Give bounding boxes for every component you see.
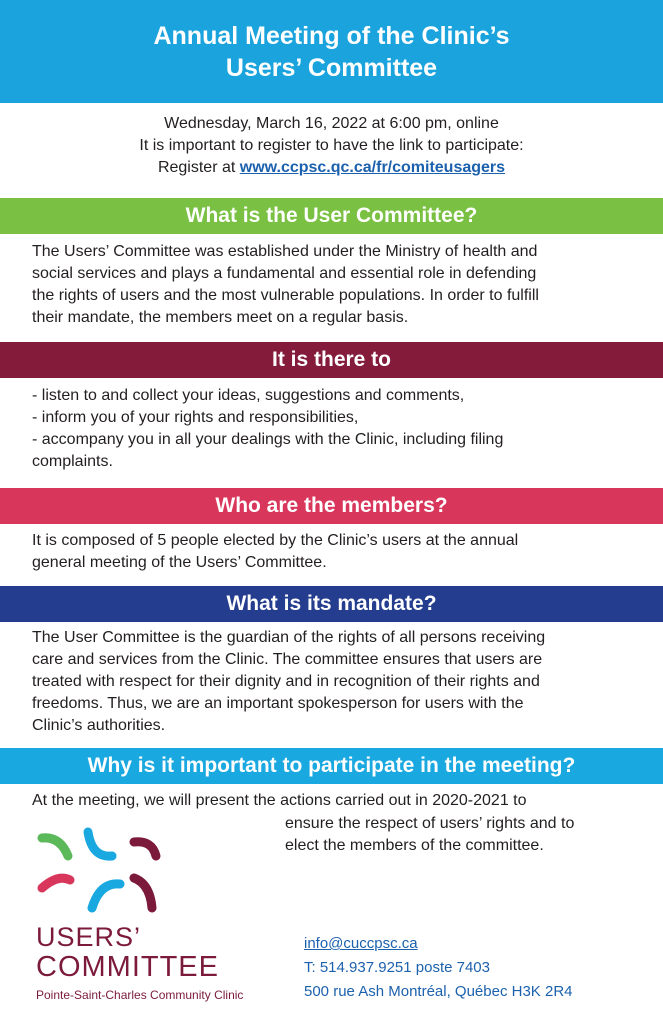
users-committee-logo — [30, 826, 170, 926]
what-is-text — [32, 241, 642, 329]
logo-arc-red-bottom — [42, 878, 70, 888]
text-line: treated with respect for their dignity and in recognition of their rights and — [32, 673, 540, 690]
members-text — [32, 530, 642, 574]
mandate-text — [32, 627, 642, 737]
text-line: freedoms. Thus, we are an important spokesperson for users with the — [32, 695, 524, 712]
text-line: ensure the respect of users’ rights and to — [285, 815, 575, 832]
list-item: - listen to and collect your ideas, suggestions and comments, — [32, 387, 465, 404]
logo-arc-blue-bottom — [92, 884, 120, 908]
contact-address: 500 rue Ash Montréal, Québec H3K 2R4 — [304, 983, 573, 1000]
why-text-line-1 — [32, 790, 642, 812]
text-line: general meeting of the Users’ Committee. — [32, 554, 327, 571]
heading-members: Who are the members? — [0, 488, 663, 524]
brand-line-1: USERS’ — [36, 922, 142, 952]
text-line: The Users’ Committee was established under the Ministry of health and — [32, 243, 538, 260]
contact-block — [304, 932, 573, 1004]
text-line: social services and plays a fundamental and essential role in defending — [32, 265, 537, 282]
brand-line-3: Pointe-Saint-Charles Community Clinic — [36, 988, 244, 1002]
page-title-banner — [0, 0, 663, 103]
logo-arc-green-top — [42, 838, 68, 856]
list-item: complaints. — [32, 453, 113, 470]
text-line: At the meeting, we will present the actions carried out in 2020-2021 to — [32, 792, 527, 809]
list-item: - inform you of your rights and responsibilities, — [32, 409, 359, 426]
register-note: It is important to register to have the link to participate: — [139, 137, 524, 154]
text-line: It is composed of 5 people elected by the Clinic’s users at the annual — [32, 532, 519, 549]
brand-line-2: COMMITTEE — [36, 951, 219, 983]
logo-arc-red-top — [134, 842, 156, 856]
logo-arc-maroon-bottom — [134, 878, 152, 908]
register-link[interactable]: www.ccpsc.qc.ca/fr/comiteusagers — [239, 159, 506, 176]
meeting-date: Wednesday, March 16, 2022 at 6:00 pm, online — [164, 115, 499, 132]
contact-email-link[interactable]: info@cuccpsc.ca — [304, 935, 418, 952]
contact-phone: T: 514.937.9251 poste 7403 — [304, 959, 490, 976]
why-text-continued — [285, 813, 645, 857]
heading-mandate: What is its mandate? — [0, 586, 663, 622]
text-line: elect the members of the committee. — [285, 837, 544, 854]
register-prefix: Register at — [157, 159, 240, 176]
heading-why: Why is it important to participate in the meeting? — [0, 748, 663, 784]
text-line: Clinic’s authorities. — [32, 717, 166, 734]
text-line: The User Committee is the guardian of the rights of all persons receiving — [32, 629, 546, 646]
text-line: care and services from the Clinic. The committee ensures that users are — [32, 651, 543, 668]
there-to-list — [32, 385, 642, 473]
register-line — [0, 157, 663, 179]
logo-arc-blue-top — [88, 832, 112, 856]
text-line: the rights of users and the most vulnerable populations. In order to fulfill — [32, 287, 539, 304]
page-title-line-2: Users’ Committee — [225, 54, 438, 82]
heading-what-is: What is the User Committee? — [0, 198, 663, 234]
list-item: - accompany you in all your dealings with the Clinic, including filing — [32, 431, 504, 448]
page-title-line-1: Annual Meeting of the Clinic’s — [153, 22, 510, 50]
text-line: their mandate, the members meet on a regular basis. — [32, 309, 409, 326]
meeting-info — [0, 113, 663, 179]
heading-there-to: It is there to — [0, 342, 663, 378]
